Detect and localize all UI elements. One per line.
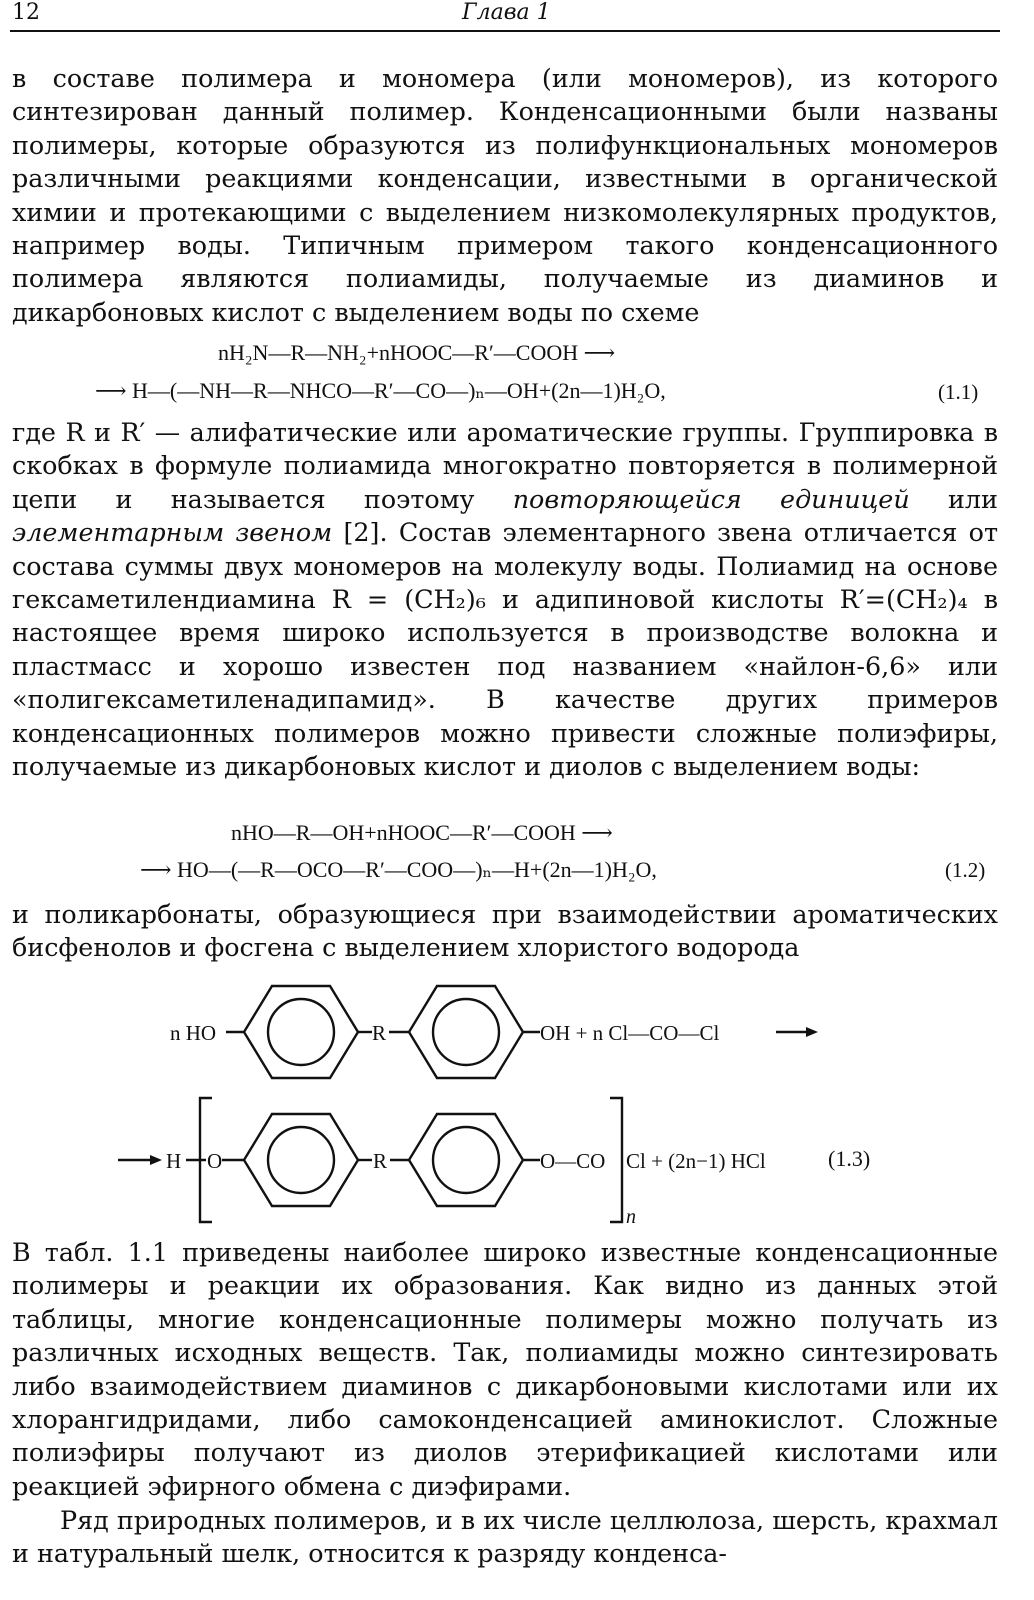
- paragraph-2-text-c: [2]. Состав элементарного звена отличается от состава суммы двух мономеров на молекулу воды. Полиамид на основе гексаметилендиамина R = (CH₂)₆ и адипиновой кислоты R′=(CH₂)₄ в настоящее время широко используется в производстве волокна и пластмасс и хорошо известен под названием «найлон-6,6» или «полигексаметиленадипамид». В качестве других примеров конденсационных полимеров можно привести сложные полиэфиры, получаемые из дикарбоновых кислот и диолов с выделением воды:: [12, 517, 998, 782]
- term-elementary-unit: элементарным звеном: [12, 517, 333, 548]
- paragraph-5: Ряд природных полимеров, и в их числе целлюлоза, шерсть, крахмал и натуральный шелк, относится к разряду конденса-: [12, 1505, 998, 1569]
- chapter-title: Глава 1: [462, 0, 551, 25]
- scheme-reactant-end: OH + n Cl—CO—Cl: [540, 1021, 720, 1045]
- paragraph-1: в составе полимера и мономера (или мономеров), из которого синтезирован данный полимер. Конденсационными были названы полимеры, которые образуются из полифункциональных мономеров различными реакциями конденсации, известными в органической химии и протекающими с выделением низкомолекулярных продуктов, например воды. Типичным примером такого конденсационного полимера являются полиамиды, получаемые из диаминов и дикарбоновых кислот с выделением воды по схеме: [12, 63, 998, 327]
- scheme-r-group-1: R: [372, 1021, 387, 1045]
- page-number: 12: [12, 0, 40, 25]
- equation-1-1-line-1: nH₂N—R—NH₂+nHOOC—R′—COOH ⟶: [218, 340, 616, 365]
- equation-1-2-line-2: ⟶ HO—(—R—OCO—R′—COO—)ₙ—H+(2n—1)H₂O,: [140, 857, 657, 882]
- term-repeating-unit: повторяющейся единицей: [512, 483, 910, 514]
- scheme-subscript-n: n: [626, 1206, 636, 1228]
- equation-1-2-line-1: nHO—R—OH+nHOOC—R′—COOH ⟶: [231, 820, 613, 845]
- equation-number-1-3: (1.3): [828, 1146, 871, 1171]
- scheme-r-group-2: R: [373, 1149, 388, 1173]
- scheme-product-end: Cl + (2n−1) HCl: [626, 1149, 766, 1173]
- polycarbonate-scheme: [0, 980, 1034, 1230]
- paragraph-2-text-a: где R и R′ — алифатические или ароматические группы. Группировка в скобках в формуле полиамида многократно повторяется в полимерной цепи и называется поэтому: [12, 417, 998, 514]
- scheme-end-group-h: H: [166, 1149, 182, 1173]
- scheme-oxygen: O: [207, 1149, 223, 1173]
- scheme-reactant-start: n HO: [170, 1021, 217, 1045]
- paragraph-2: [12, 416, 998, 783]
- scheme-carbonate-link: O—CO: [540, 1149, 606, 1173]
- paragraph-3: и поликарбонаты, образующиеся при взаимодействии ароматических бисфенолов и фосгена с выделением хлористого водорода: [12, 899, 998, 963]
- equation-number-1-1: (1.1): [938, 380, 979, 404]
- equation-1-1-line-2: ⟶ H—(—NH—R—NHCO—R′—CO—)ₙ—OH+(2n—1)H₂O,: [95, 378, 666, 403]
- equation-number-1-2: (1.2): [945, 858, 986, 882]
- paragraph-2-text-b: или: [909, 483, 998, 514]
- running-header: [10, 0, 1000, 32]
- paragraph-4: В табл. 1.1 приведены наиболее широко известные конденсационные полимеры и реакции их образования. Как видно из данных этой таблицы, многие конденсационные полимеры можно получать из различных исходных веществ. Так, полиамиды можно синтезировать либо взаимодействием диаминов с дикарбоновыми кислотами или их хлорангидридами, либо самоконденсацией аминокислот. Сложные полиэфиры получают из диолов этерификацией кислотами или реакцией эфирного обмена с диэфирами.: [12, 1237, 998, 1501]
